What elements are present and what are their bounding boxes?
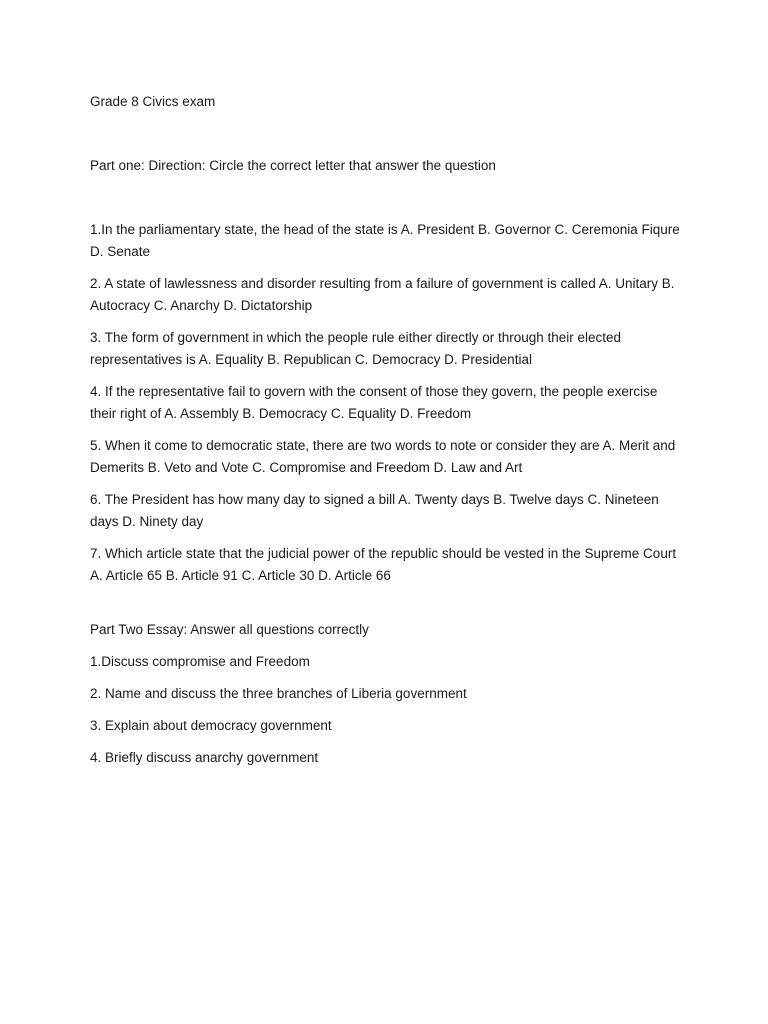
essay-question-2: 2. Name and discuss the three branches of Liberia government bbox=[90, 686, 467, 701]
question-6: 6. The President has how many day to signed a bill A. Twenty days B. Twelve days C. Nineteen days D. Ninety day bbox=[90, 492, 659, 529]
question-2: 2. A state of lawlessness and disorder resulting from a failure of government is called A. Unitary B. Autocracy C. Anarchy D. Dictatorship bbox=[90, 276, 675, 313]
part-two-questions bbox=[90, 651, 684, 769]
question-4: 4. If the representative fail to govern with the consent of those they govern, the people exercise their right of A. Assembly B. Democracy C. Equality D. Freedom bbox=[90, 384, 658, 421]
essay-question-4: 4. Briefly discuss anarchy government bbox=[90, 750, 319, 765]
question-5: 5. When it come to democratic state, there are two words to note or consider they are A. Merit and Demerits B. Veto and Vote C. Compromise and Freedom D. Law and Art bbox=[90, 438, 676, 475]
part-two-heading: Part Two Essay: Answer all questions correctly bbox=[90, 622, 369, 637]
essay-question-1: 1.Discuss compromise and Freedom bbox=[90, 654, 310, 669]
question-3: 3. The form of government in which the people rule either directly or through their elected representatives is A. Equality B. Republican C. Democracy D. Presidential bbox=[90, 330, 622, 367]
document-page bbox=[90, 91, 684, 779]
question-7: 7. Which article state that the judicial power of the republic should be vested in the Supreme Court A. Article 65 B. Article 91 C. Article 30 D. Article 66 bbox=[90, 546, 677, 583]
part-one-questions bbox=[90, 219, 684, 587]
document-title: Grade 8 Civics exam bbox=[90, 94, 216, 109]
part-one-direction: Part one: Direction: Circle the correct letter that answer the question bbox=[90, 158, 496, 173]
essay-question-3: 3. Explain about democracy government bbox=[90, 718, 332, 733]
question-1: 1.In the parliamentary state, the head of the state is A. President B. Governor C. Ceremonia Fiqure D. Senate bbox=[90, 222, 680, 259]
